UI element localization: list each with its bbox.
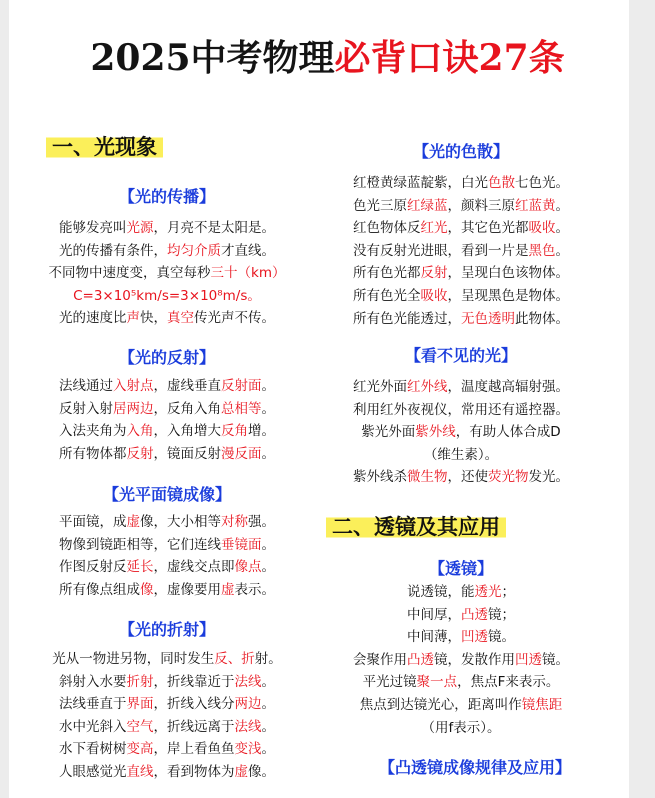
body-text: 所有色光能透过，	[353, 310, 461, 327]
highlight-text: 均匀介质	[167, 242, 221, 259]
body-text: 水中光斜入	[59, 718, 127, 735]
highlight-text: 像	[140, 581, 154, 598]
body-text: 此物体。	[515, 310, 569, 327]
body-text: 射。	[254, 651, 282, 667]
highlight-text: 红绿蓝	[407, 197, 448, 214]
body-text: 七色光。	[515, 175, 569, 191]
subheading-plane-mirror: 【光平面镜成像】	[102, 485, 231, 504]
highlight-text: 凹透	[515, 651, 542, 668]
body-text: 中间厚，	[407, 606, 461, 623]
body-text: 能够发亮叫	[59, 220, 127, 236]
highlight-text: 黑色	[528, 242, 556, 259]
rhyme-line	[316, 717, 606, 740]
body-text: 。	[261, 445, 275, 462]
highlight-text: 反角	[221, 423, 248, 440]
body-text: ，温度越高辐射强。	[447, 379, 569, 395]
highlight-text: 居两边	[113, 400, 154, 417]
body-text: 增。	[248, 423, 275, 440]
rhyme-line	[22, 285, 312, 308]
body-text: 红光外面	[353, 379, 407, 395]
body-text: ，其它色光都	[447, 220, 529, 237]
body-text: 。	[555, 242, 569, 259]
body-text: 。	[261, 400, 275, 417]
rhyme-line	[316, 399, 606, 422]
body-text: ，呈现白色该物体。	[447, 265, 569, 282]
body-text: ，看到物体为	[153, 763, 235, 780]
body-text: 所有色光全	[353, 287, 421, 304]
highlight-text: 吸收	[528, 220, 556, 237]
rhyme-line	[22, 761, 312, 784]
body-text: 没有反射光进眼，看到一片是	[353, 242, 529, 259]
body-text: ，岸上看鱼鱼	[153, 741, 235, 758]
body-text: 。	[555, 197, 569, 214]
lines-plane-mirror	[22, 511, 312, 601]
body-text: 表示。	[234, 581, 275, 598]
highlight-text: 反射面	[221, 378, 262, 394]
rhyme-line	[22, 262, 312, 285]
rhyme-line	[316, 604, 606, 627]
body-text: 物像到镜距相等，它们连线	[59, 536, 221, 553]
lines-dispersion	[316, 172, 606, 330]
highlight-text: 紫外线	[415, 424, 456, 441]
body-text: 镜。	[488, 629, 515, 646]
rhyme-line	[316, 195, 606, 218]
rhyme-line	[316, 285, 606, 308]
page-edge-right	[629, 0, 655, 798]
body-text: 像，大小相等	[140, 514, 221, 530]
highlight-text: 变浅	[234, 741, 262, 758]
rhyme-line	[22, 240, 312, 263]
subheading-invisible-light: 【看不见的光】	[404, 346, 517, 365]
rhyme-line	[22, 556, 312, 579]
highlight-text: 空气	[126, 718, 154, 735]
lines-lens	[316, 581, 606, 739]
section-heading-optics: 一、光现象	[46, 131, 163, 161]
highlight-text: 界面	[126, 696, 154, 713]
body-text: 紫外线杀	[353, 469, 407, 486]
highlight-text: 真空	[167, 310, 194, 327]
rhyme-line	[22, 648, 312, 671]
highlight-text: 变高	[126, 741, 154, 758]
rhyme-line	[22, 534, 312, 557]
page-edge-left	[0, 0, 9, 798]
body-text: ，虚线交点即	[153, 559, 235, 576]
body-text: 焦点到达镜光心，距离叫作	[359, 696, 522, 713]
rhyme-line	[316, 217, 606, 240]
highlight-text: 两边	[234, 696, 262, 713]
highlight-text: 吸收	[420, 287, 448, 304]
title-highlight: 必背口诀27条	[334, 37, 565, 79]
rhyme-line	[316, 240, 606, 263]
body-text: 。	[261, 559, 275, 576]
body-text: 水下看树树	[59, 741, 127, 758]
highlight-text: 三十（km）	[210, 265, 286, 282]
highlight-text: 凸透	[461, 606, 488, 623]
rhyme-line	[22, 671, 312, 694]
body-text: 中间薄，	[407, 629, 461, 646]
page-title	[0, 37, 655, 79]
highlight-text: 反、折	[214, 651, 255, 667]
highlight-text: 漫反面	[221, 445, 262, 462]
highlight-text: 延长	[126, 559, 154, 576]
highlight-text: 直线	[126, 763, 154, 780]
body-text: 说透镜，能	[407, 584, 475, 600]
highlight-text: 反射	[126, 445, 154, 462]
highlight-text: 总相等	[221, 400, 262, 417]
highlight-text: 透光	[474, 584, 502, 600]
highlight-text: 镜焦距	[521, 696, 563, 713]
highlight-text: 对称	[221, 514, 248, 530]
body-text: ，呈现黑色是物体。	[447, 287, 569, 304]
body-text: ，虚像要用	[153, 581, 221, 598]
highlight-text: 入射点	[113, 378, 154, 394]
lines-reflection	[22, 375, 312, 465]
rhyme-line	[22, 716, 312, 739]
body-text: 镜，发散作用	[434, 651, 515, 668]
body-text: ；	[501, 584, 515, 600]
body-text: 镜。	[542, 651, 569, 668]
body-text: 色光三原	[353, 197, 407, 214]
subheading-refraction: 【光的折射】	[118, 620, 215, 639]
highlight-text: 声	[126, 310, 140, 327]
highlight-text: C=3×10⁵km/s=3×10⁸m/s。	[73, 287, 261, 304]
highlight-text: 凸透	[407, 651, 434, 668]
highlight-text: 荧光物	[488, 469, 529, 486]
highlight-text: 微生物	[407, 469, 448, 486]
body-text: 镜；	[488, 606, 515, 623]
rhyme-line	[316, 308, 606, 331]
section-heading-lenses: 二、透镜及其应用	[326, 511, 506, 541]
body-text: 才直线。	[221, 242, 275, 259]
highlight-text: 折射	[126, 673, 154, 690]
body-text: 斜射入水要	[59, 673, 127, 690]
rhyme-line	[22, 307, 312, 330]
rhyme-line	[316, 626, 606, 649]
body-text: ，反角入角	[153, 400, 221, 417]
rhyme-line	[316, 262, 606, 285]
subheading-convex-lens-imaging: 【凸透镜成像规律及应用】	[378, 758, 571, 777]
rhyme-line	[22, 579, 312, 602]
body-text: 发光。	[528, 469, 569, 486]
rhyme-line	[22, 217, 312, 240]
highlight-text: 像点	[234, 559, 262, 576]
body-text: 像。	[248, 763, 275, 780]
body-text: 平面镜，成	[59, 514, 127, 530]
highlight-text: 法线	[234, 718, 262, 735]
body-text: 光从一物进另物，同时发生	[52, 651, 215, 667]
rhyme-line	[316, 466, 606, 489]
highlight-text: 聚一点	[416, 674, 458, 691]
rhyme-line	[22, 738, 312, 761]
body-text: 不同物中速度变，真空每秒	[48, 265, 211, 282]
body-text: （用f表示）。	[421, 719, 501, 736]
body-text: ，有助人体合成D	[455, 424, 561, 441]
body-text: 。	[261, 696, 275, 713]
rhyme-line	[316, 172, 606, 195]
body-text: ，入角增大	[153, 423, 221, 440]
body-text: 所有物体都	[59, 445, 127, 462]
rhyme-line	[316, 421, 606, 444]
rhyme-line	[316, 376, 606, 399]
body-text: ，折线远离于	[153, 718, 235, 735]
body-text: 红色物体反	[353, 220, 421, 237]
body-text: ，焦点F来表示。	[457, 674, 560, 691]
body-text: 。	[555, 220, 569, 237]
highlight-text: 无色透明	[461, 310, 515, 327]
rhyme-line	[316, 649, 606, 672]
body-text: 平光过镜	[362, 674, 417, 691]
highlight-text: 垂镜面	[221, 536, 262, 553]
body-text: 紫光外面	[361, 424, 416, 441]
lines-propagation	[22, 217, 312, 330]
body-text: 。	[261, 673, 275, 690]
rhyme-line	[22, 398, 312, 421]
subheading-dispersion: 【光的色散】	[412, 142, 509, 161]
rhyme-line	[22, 443, 312, 466]
lines-invisible-light	[316, 376, 606, 489]
body-text: 所有像点组成	[59, 581, 140, 598]
body-text: 入法夹角为	[59, 423, 127, 440]
highlight-text: 虚	[221, 581, 235, 598]
body-text: 红橙黄绿蓝靛紫，白光	[353, 175, 488, 191]
body-text: 会聚作用	[353, 651, 407, 668]
body-text: ，折线靠近于	[153, 673, 235, 690]
body-text: ，镜面反射	[153, 445, 221, 462]
body-text: 人眼感觉光	[59, 763, 127, 780]
rhyme-line	[22, 511, 312, 534]
body-text: ，月亮不是太阳是。	[153, 220, 275, 236]
body-text: （维生素）。	[423, 446, 499, 463]
highlight-text: 虚	[234, 763, 248, 780]
body-text: ，虚线垂直	[153, 378, 221, 394]
highlight-text: 法线	[234, 673, 262, 690]
rhyme-line	[316, 581, 606, 604]
body-text: 法线垂直于	[59, 696, 127, 713]
highlight-text: 红蓝黄	[515, 197, 556, 214]
lines-refraction	[22, 648, 312, 784]
body-text: 光的传播有条件，	[59, 242, 167, 259]
body-text: 反射入射	[59, 400, 113, 417]
highlight-text: 反射	[420, 265, 448, 282]
highlight-text: 入角	[126, 423, 154, 440]
body-text: 。	[261, 741, 275, 758]
subheading-propagation: 【光的传播】	[118, 187, 215, 206]
body-text: ，颜料三原	[447, 197, 515, 214]
subheading-lens: 【透镜】	[428, 559, 493, 578]
body-text: 快，	[140, 310, 167, 327]
rhyme-line	[22, 693, 312, 716]
body-text: 光的速度比	[59, 310, 127, 327]
title-main: 2025中考物理	[90, 37, 335, 79]
body-text: 作图反射反	[59, 559, 127, 576]
highlight-text: 光源	[126, 220, 154, 236]
rhyme-line	[22, 420, 312, 443]
rhyme-line	[22, 375, 312, 398]
body-text: 强。	[248, 514, 275, 530]
body-text: 利用红外夜视仪，常用还有遥控器。	[353, 401, 569, 418]
body-text: ，折线入线分	[153, 696, 235, 713]
rhyme-line	[316, 694, 606, 717]
body-text: 法线通过	[59, 378, 113, 394]
body-text: 。	[261, 718, 275, 735]
highlight-text: 色散	[488, 175, 515, 191]
subheading-reflection: 【光的反射】	[118, 348, 215, 367]
body-text: 。	[261, 378, 275, 394]
rhyme-line	[316, 444, 606, 467]
body-text: 。	[261, 536, 275, 553]
highlight-text: 凹透	[461, 629, 488, 646]
body-text: 传光声不传。	[194, 310, 275, 327]
body-text: 所有色光都	[353, 265, 421, 282]
highlight-text: 红外线	[407, 379, 448, 395]
highlight-text: 虚	[126, 514, 140, 530]
highlight-text: 红光	[420, 220, 448, 237]
rhyme-line	[316, 671, 606, 694]
body-text: ，还使	[447, 469, 488, 486]
